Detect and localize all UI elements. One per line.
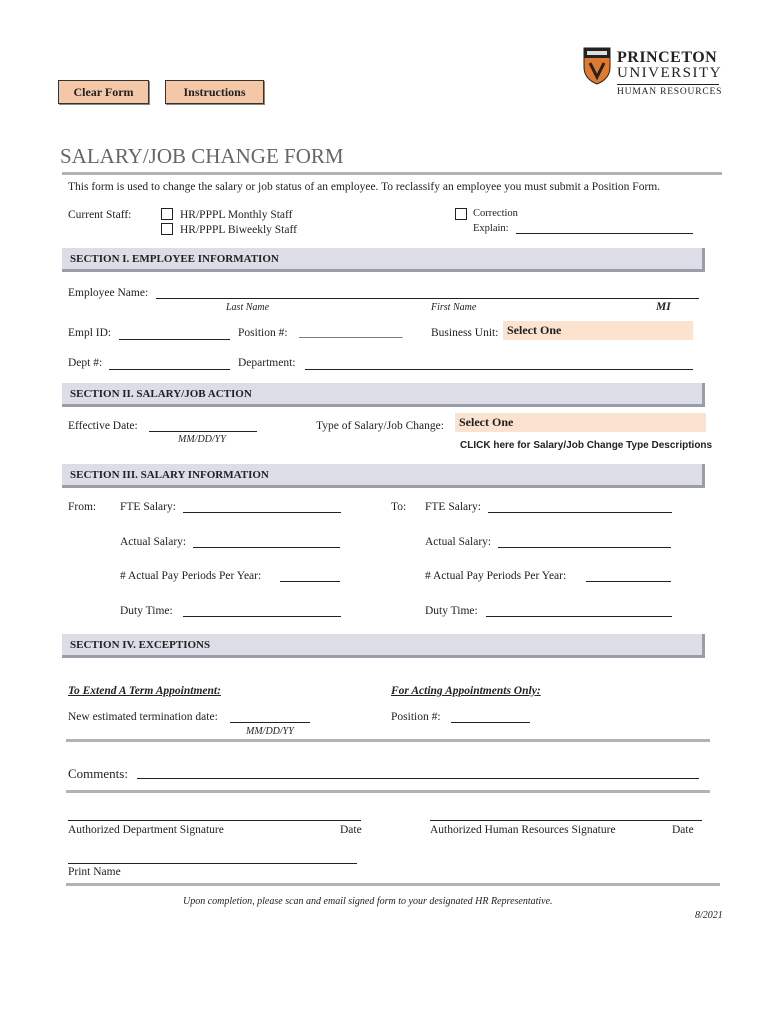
acting-position-field[interactable]: [451, 722, 530, 723]
dept-signature-label: Authorized Department Signature: [68, 824, 224, 836]
termination-date-label: New estimated termination date:: [68, 711, 218, 723]
department-label: Department:: [238, 357, 296, 369]
dept-label: Dept #:: [68, 357, 103, 369]
from-actual-salary-field[interactable]: [193, 547, 340, 548]
form-version: 8/2021: [695, 910, 723, 921]
biweekly-staff-label: HR/PPPL Biweekly Staff: [180, 224, 297, 236]
to-fte-salary-label: FTE Salary:: [425, 501, 481, 513]
clear-form-button[interactable]: Clear Form: [58, 80, 149, 104]
comments-field[interactable]: [137, 778, 699, 779]
change-type-select[interactable]: Select One: [455, 413, 706, 432]
position-field[interactable]: __________________: [299, 327, 403, 339]
change-type-descriptions-link[interactable]: CLICK here for Salary/Job Change Type Descriptions: [460, 440, 713, 451]
from-pay-periods-field[interactable]: [280, 581, 340, 582]
section2-header: SECTION II. SALARY/JOB ACTION: [62, 383, 705, 407]
acting-position-label: Position #:: [391, 711, 441, 723]
monthly-staff-label: HR/PPPL Monthly Staff: [180, 209, 293, 221]
logo-line1: PRINCETON: [617, 49, 718, 66]
dept-field[interactable]: [109, 369, 230, 370]
intro-text: This form is used to change the salary or job status of an employee. To reclassify an employee you must submit a Position Form.: [68, 181, 661, 193]
acting-appointments-heading: For Acting Appointments Only:: [391, 685, 541, 697]
footer-divider: [66, 883, 720, 886]
from-fte-salary-label: FTE Salary:: [120, 501, 176, 513]
mi-caption: MI: [656, 301, 671, 313]
business-unit-select[interactable]: Select One: [503, 321, 693, 340]
logo-line2: UNIVERSITY: [617, 65, 722, 81]
correction-checkbox[interactable]: [455, 208, 467, 220]
change-type-label: Type of Salary/Job Change:: [316, 420, 444, 432]
from-duty-time-field[interactable]: [183, 616, 341, 617]
department-field[interactable]: [305, 369, 693, 370]
biweekly-staff-checkbox[interactable]: [161, 223, 173, 235]
logo-line3: HUMAN RESOURCES: [617, 87, 723, 97]
first-name-caption: First Name: [431, 302, 477, 313]
business-unit-label: Business Unit:: [431, 327, 499, 339]
empl-id-label: Empl ID:: [68, 327, 112, 339]
to-duty-time-label: Duty Time:: [425, 605, 478, 617]
to-fte-salary-field[interactable]: [488, 512, 672, 513]
current-staff-label: Current Staff:: [68, 209, 132, 221]
explain-label: Explain:: [473, 223, 509, 234]
from-fte-salary-field[interactable]: [183, 512, 341, 513]
dept-signature-field[interactable]: [68, 820, 361, 821]
section4-header: SECTION IV. EXCEPTIONS: [62, 634, 705, 658]
hr-signature-label: Authorized Human Resources Signature: [430, 824, 616, 836]
hr-date-label: Date: [672, 824, 694, 836]
hr-signature-field[interactable]: [430, 820, 702, 821]
from-duty-time-label: Duty Time:: [120, 605, 173, 617]
print-name-field[interactable]: [68, 863, 357, 864]
last-name-caption: Last Name: [226, 302, 270, 313]
correction-label: Correction: [473, 208, 518, 219]
completion-note: Upon completion, please scan and email signed form to your designated HR Representative.: [183, 896, 553, 907]
comments-divider: [66, 790, 710, 793]
to-duty-time-field[interactable]: [486, 616, 672, 617]
logo-divider: [617, 84, 719, 85]
empl-id-field[interactable]: [119, 339, 230, 340]
termination-date-field[interactable]: [230, 722, 310, 723]
to-label: To:: [391, 501, 407, 513]
section3-header: SECTION III. SALARY INFORMATION: [62, 464, 705, 488]
dept-date-label: Date: [340, 824, 362, 836]
position-label: Position #:: [238, 327, 288, 339]
page-title: SALARY/JOB CHANGE FORM: [60, 144, 344, 168]
from-label: From:: [68, 501, 97, 513]
title-divider: [62, 172, 722, 175]
comments-label: Comments:: [68, 766, 128, 781]
instructions-button[interactable]: Instructions: [165, 80, 264, 104]
to-actual-salary-field[interactable]: [498, 547, 671, 548]
monthly-staff-checkbox[interactable]: [161, 208, 173, 220]
section1-header: SECTION I. EMPLOYEE INFORMATION: [62, 248, 705, 272]
to-pay-periods-field[interactable]: [586, 581, 671, 582]
from-pay-periods-label: # Actual Pay Periods Per Year:: [120, 570, 262, 582]
effective-date-field[interactable]: [149, 431, 257, 432]
employee-name-field[interactable]: [156, 298, 699, 299]
princeton-shield-icon: [583, 47, 611, 90]
from-actual-salary-label: Actual Salary:: [120, 536, 187, 548]
to-actual-salary-label: Actual Salary:: [425, 536, 492, 548]
explain-field[interactable]: [516, 233, 693, 234]
employee-name-label: Employee Name:: [68, 287, 149, 299]
extend-term-heading: To Extend A Term Appointment:: [68, 685, 221, 697]
effective-date-format: MM/DD/YY: [178, 434, 226, 445]
exceptions-divider: [66, 739, 710, 742]
print-name-label: Print Name: [68, 866, 121, 878]
termination-date-format: MM/DD/YY: [246, 726, 294, 737]
to-pay-periods-label: # Actual Pay Periods Per Year:: [425, 570, 567, 582]
effective-date-label: Effective Date:: [68, 420, 138, 432]
